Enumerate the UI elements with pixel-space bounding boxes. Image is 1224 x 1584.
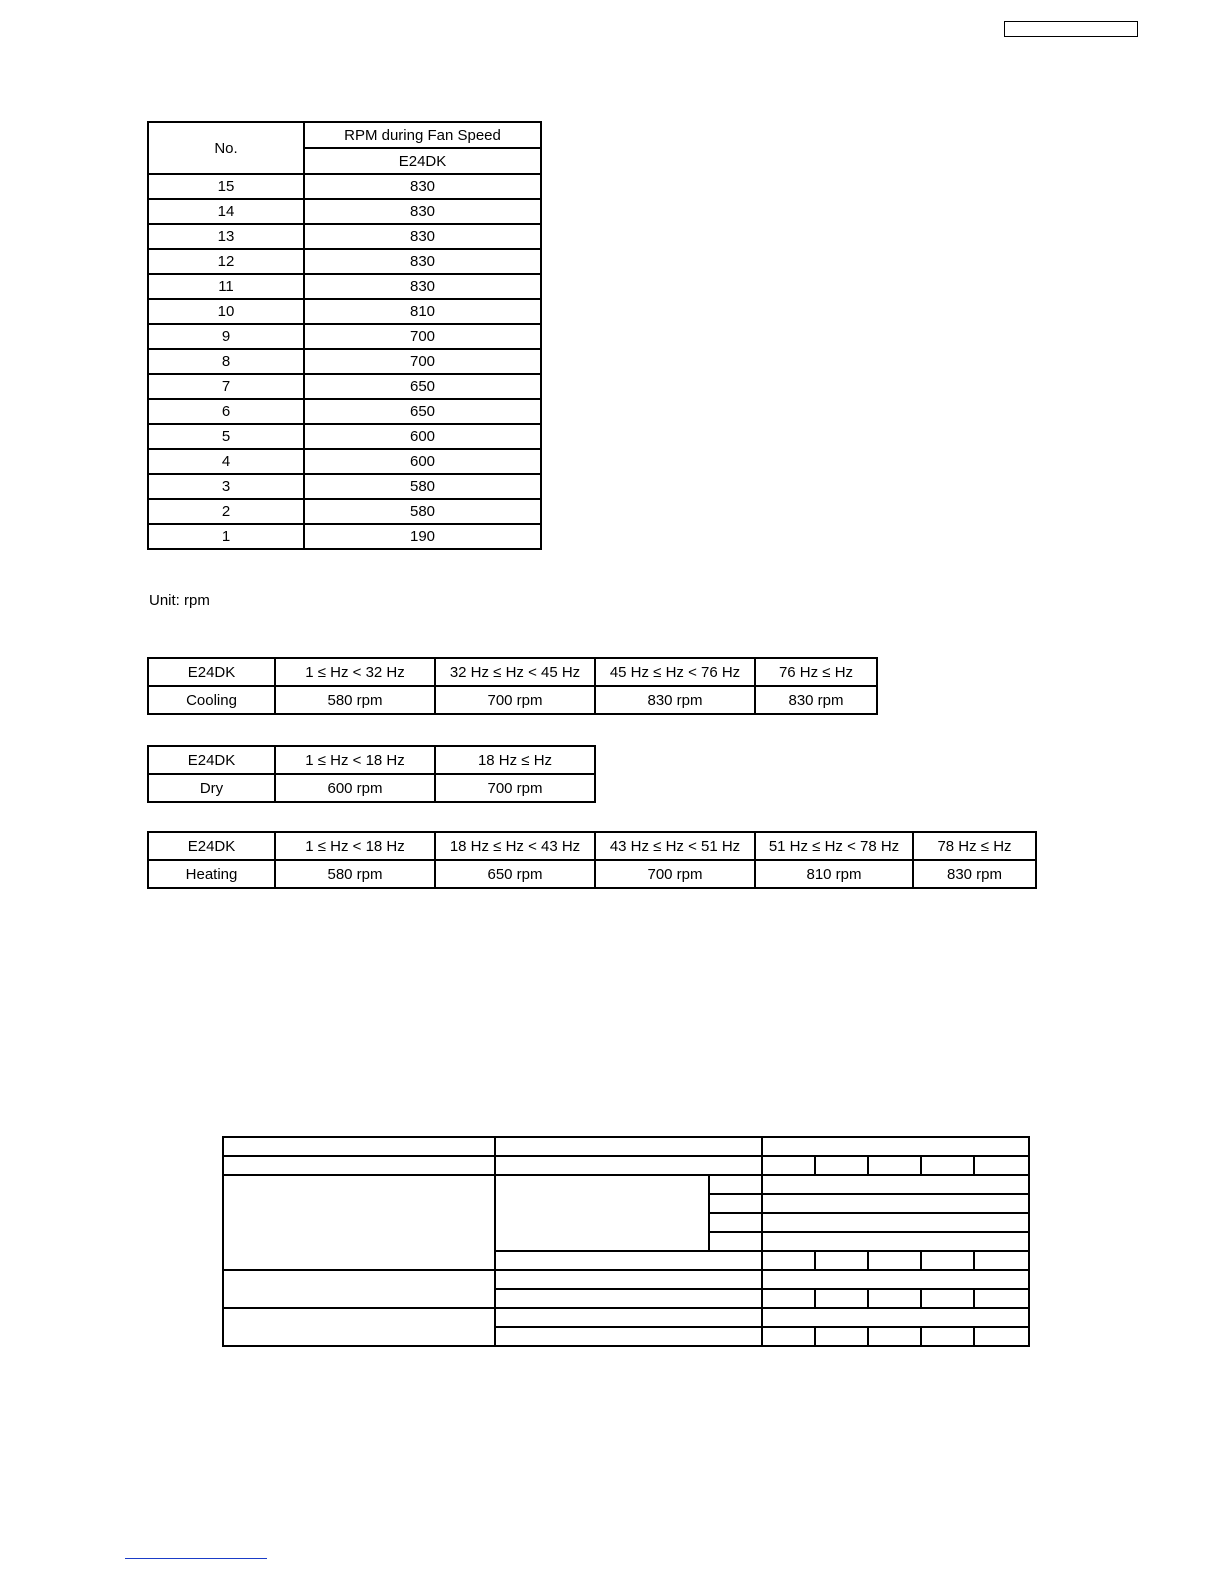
speed-no-cell: 2	[148, 499, 304, 524]
cooling-range-cell: 32 Hz ≤ Hz < 45 Hz	[435, 658, 595, 686]
empty-cell	[495, 1156, 762, 1175]
empty-cell	[495, 1270, 762, 1289]
table-row	[223, 1175, 1029, 1194]
table-row	[148, 199, 541, 224]
dry-rpm-cell: 700 rpm	[435, 774, 595, 802]
speed-rpm-cell: 600	[304, 449, 541, 474]
rpm-header: RPM during Fan Speed	[304, 122, 541, 148]
speed-no-cell: 8	[148, 349, 304, 374]
empty-cell	[495, 1327, 762, 1346]
empty-cell	[709, 1194, 762, 1213]
empty-cell	[495, 1289, 762, 1308]
no-header: No.	[148, 122, 304, 174]
empty-cell	[762, 1232, 1029, 1251]
table-row	[148, 424, 541, 449]
empty-cell	[223, 1308, 495, 1346]
table-row	[148, 274, 541, 299]
speed-no-cell: 10	[148, 299, 304, 324]
empty-cell	[223, 1137, 495, 1156]
table-row	[148, 449, 541, 474]
speed-rpm-cell: 700	[304, 324, 541, 349]
speed-rpm-cell: 810	[304, 299, 541, 324]
fan-speed-rpm-table	[147, 121, 542, 550]
empty-cell	[762, 1137, 1029, 1156]
table-row	[148, 224, 541, 249]
speed-rpm-cell: 580	[304, 499, 541, 524]
empty-cell	[762, 1270, 1029, 1289]
empty-cell	[762, 1327, 815, 1346]
empty-cell	[921, 1251, 974, 1270]
empty-cell	[709, 1175, 762, 1194]
speed-rpm-cell: 830	[304, 174, 541, 199]
heating-range-cell: 18 Hz ≤ Hz < 43 Hz	[435, 832, 595, 860]
heating-value-row	[148, 860, 1036, 888]
table-row	[148, 399, 541, 424]
empty-cell	[223, 1175, 495, 1270]
empty-cell	[815, 1327, 868, 1346]
heating-model-cell: E24DK	[148, 832, 275, 860]
speed-no-cell: 5	[148, 424, 304, 449]
empty-cell	[762, 1289, 815, 1308]
table-row	[148, 299, 541, 324]
cooling-value-row	[148, 686, 877, 714]
empty-cell	[495, 1251, 762, 1270]
empty-cell	[868, 1289, 921, 1308]
speed-no-cell: 1	[148, 524, 304, 549]
heating-range-cell: 43 Hz ≤ Hz < 51 Hz	[595, 832, 755, 860]
header-model-box	[1004, 21, 1138, 37]
empty-cell	[223, 1156, 495, 1175]
empty-cell	[921, 1289, 974, 1308]
empty-cell	[495, 1137, 762, 1156]
table-row	[148, 524, 541, 549]
heating-mode-cell: Heating	[148, 860, 275, 888]
speed-no-cell: 3	[148, 474, 304, 499]
dry-model-cell: E24DK	[148, 746, 275, 774]
blank-grid-table	[222, 1136, 1030, 1347]
speed-no-cell: 15	[148, 174, 304, 199]
speed-rpm-cell: 830	[304, 249, 541, 274]
cooling-range-cell: 76 Hz ≤ Hz	[755, 658, 877, 686]
dry-value-row	[148, 774, 595, 802]
empty-cell	[495, 1308, 762, 1327]
table-row	[148, 374, 541, 399]
heating-rpm-cell: 810 rpm	[755, 860, 913, 888]
speed-rpm-cell: 580	[304, 474, 541, 499]
heating-header-row	[148, 832, 1036, 860]
cooling-header-row	[148, 658, 877, 686]
speed-no-cell: 9	[148, 324, 304, 349]
speed-no-cell: 12	[148, 249, 304, 274]
speed-no-cell: 4	[148, 449, 304, 474]
empty-cell	[762, 1308, 1029, 1327]
empty-cell	[709, 1213, 762, 1232]
speed-no-cell: 6	[148, 399, 304, 424]
speed-rpm-cell: 830	[304, 274, 541, 299]
unit-note: Unit: rpm	[149, 592, 210, 609]
cooling-table	[147, 657, 878, 715]
dry-rpm-cell: 600 rpm	[275, 774, 435, 802]
speed-rpm-cell: 650	[304, 374, 541, 399]
heating-rpm-cell: 580 rpm	[275, 860, 435, 888]
table-row	[148, 324, 541, 349]
footer-link-underline[interactable]	[125, 1558, 267, 1559]
table-row	[148, 249, 541, 274]
empty-cell	[868, 1327, 921, 1346]
speed-rpm-cell: 830	[304, 199, 541, 224]
empty-cell	[921, 1327, 974, 1346]
cooling-rpm-cell: 830 rpm	[755, 686, 877, 714]
dry-header-row	[148, 746, 595, 774]
dry-range-cell: 1 ≤ Hz < 18 Hz	[275, 746, 435, 774]
empty-cell	[762, 1175, 1029, 1194]
empty-cell	[762, 1156, 815, 1175]
heating-range-cell: 78 Hz ≤ Hz	[913, 832, 1036, 860]
speed-rpm-cell: 830	[304, 224, 541, 249]
speed-rpm-cell: 190	[304, 524, 541, 549]
table-row	[223, 1137, 1029, 1156]
empty-cell	[709, 1232, 762, 1251]
cooling-range-cell: 45 Hz ≤ Hz < 76 Hz	[595, 658, 755, 686]
speed-no-cell: 14	[148, 199, 304, 224]
empty-cell	[974, 1289, 1029, 1308]
empty-cell	[815, 1156, 868, 1175]
empty-cell	[921, 1156, 974, 1175]
dry-range-cell: 18 Hz ≤ Hz	[435, 746, 595, 774]
table-row	[223, 1270, 1029, 1289]
speed-no-cell: 13	[148, 224, 304, 249]
cooling-rpm-cell: 830 rpm	[595, 686, 755, 714]
empty-cell	[815, 1251, 868, 1270]
empty-cell	[495, 1175, 709, 1251]
heating-rpm-cell: 700 rpm	[595, 860, 755, 888]
cooling-range-cell: 1 ≤ Hz < 32 Hz	[275, 658, 435, 686]
heating-table	[147, 831, 1037, 889]
empty-cell	[974, 1327, 1029, 1346]
empty-cell	[868, 1156, 921, 1175]
cooling-mode-cell: Cooling	[148, 686, 275, 714]
table-row	[223, 1156, 1029, 1175]
speed-no-cell: 7	[148, 374, 304, 399]
dry-table	[147, 745, 596, 803]
heating-range-cell: 51 Hz ≤ Hz < 78 Hz	[755, 832, 913, 860]
cooling-rpm-cell: 580 rpm	[275, 686, 435, 714]
heating-rpm-cell: 830 rpm	[913, 860, 1036, 888]
cooling-rpm-cell: 700 rpm	[435, 686, 595, 714]
heating-rpm-cell: 650 rpm	[435, 860, 595, 888]
table-row	[223, 1308, 1029, 1327]
speed-no-cell: 11	[148, 274, 304, 299]
heating-range-cell: 1 ≤ Hz < 18 Hz	[275, 832, 435, 860]
speed-rpm-cell: 700	[304, 349, 541, 374]
empty-cell	[868, 1251, 921, 1270]
speed-rpm-cell: 650	[304, 399, 541, 424]
empty-cell	[762, 1213, 1029, 1232]
table-row	[148, 499, 541, 524]
rpm-header-row	[148, 122, 541, 148]
empty-cell	[974, 1156, 1029, 1175]
table-row	[148, 174, 541, 199]
table-row	[148, 474, 541, 499]
table-row	[148, 349, 541, 374]
speed-rpm-cell: 600	[304, 424, 541, 449]
empty-cell	[762, 1194, 1029, 1213]
empty-cell	[223, 1270, 495, 1308]
cooling-model-cell: E24DK	[148, 658, 275, 686]
empty-cell	[762, 1251, 815, 1270]
empty-cell	[974, 1251, 1029, 1270]
empty-cell	[815, 1289, 868, 1308]
dry-mode-cell: Dry	[148, 774, 275, 802]
rpm-model-cell: E24DK	[304, 148, 541, 174]
